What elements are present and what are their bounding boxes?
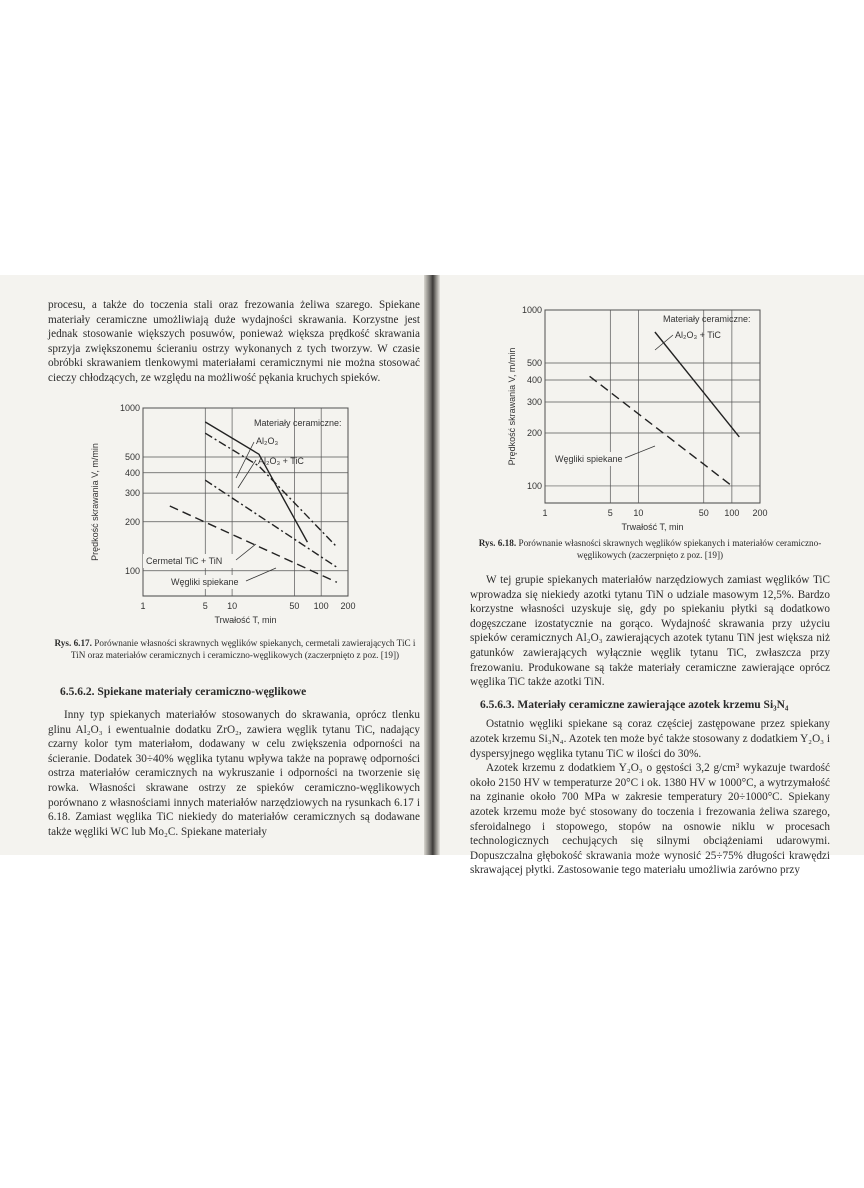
series-line (655, 332, 739, 437)
series-line (590, 376, 732, 486)
series-label: Węgliki spiekane (555, 454, 623, 464)
series-label: Al₂O₃ + TiC (258, 456, 304, 466)
y-tick-label: 200 (124, 516, 140, 527)
series-line (205, 433, 337, 547)
left-section-heading: 6.5.6.2. Spiekane materiały ceramiczno-węglikowe (60, 686, 307, 698)
y-tick-label: 100 (526, 480, 542, 491)
x-tick-label: 1 (140, 601, 146, 611)
plot-frame (545, 310, 760, 503)
series-leader-line (625, 446, 655, 458)
right-body (470, 573, 830, 877)
x-tick-label: 10 (633, 508, 644, 518)
x-tick-label: 200 (752, 508, 768, 518)
y-tick-label: 200 (526, 427, 542, 438)
series-leader-line (236, 544, 256, 560)
y-tick-label: 400 (124, 467, 140, 478)
x-tick-label: 50 (289, 601, 300, 611)
left-body (48, 708, 420, 838)
right-section-heading: 6.5.6.3. Materiały ceramiczne zawierające azotek krzemu Si₃N₄ (480, 698, 789, 711)
right-caption-label: Rys. 6.18. (478, 538, 517, 548)
legend-title: Materiały ceramiczne: (663, 314, 751, 324)
left-page (48, 298, 420, 386)
x-tick-label: 100 (313, 601, 329, 611)
right-paragraph-2: Ostatnio węgliki spiekane są coraz częściej zastępowane przez spiekany azotek krzemu Si₃N₄. Azotek ten może być także stosowany z dodatkiem Y₂O₃ i dyspersyjnego węglika tytanu TiC w ilości do 30%. (470, 718, 830, 760)
left-body-paragraph: Inny typ spiekanych materiałów stosowanych do skrawania, oprócz tlenku glinu Al₂O₃ i ewentualnie dodatku ZrO₂, zawiera węglik tytanu TiC, nadający czarny kolor tym materiałom, dodawany w celu zwiększenia odporności na ścieranie. Dodatek 30÷40% węglika tytanu wpływa także na poprawę odporności ostrza materiałów ceramicznych na wykruszanie i odporności na tworzenie się rowka. Własności skrawane ostrzy ze spieków ceramiczno-węglikowych porównano z własnościami innych materiałów narzędziowych na rysunkach 6.17 i 6.18. Zamiast węglika TiC niekiedy do materiałów ceramicznych są dodawane także węgliki WC lub Mo₂C. Spiekane materiały (48, 709, 420, 838)
y-tick-label: 500 (124, 452, 140, 463)
right-caption-text: Porównanie własności skrawnych węglików spiekanych i materiałów ceramiczno-węglikowych (zaczerpnięto z poz. [19]) (518, 538, 822, 560)
right-paragraph-1: W tej grupie spiekanych materiałów narzędziowych zamiast węglików TiC wprowadza się niekiedy azotki tytanu TiN o udziale masowym 12,5%. Bardzo korzystne własności uzyskuje się, gdy po spiekaniu płytki są dodatkowo dogęszczane izostatycznie na gorąco. Wydajność skrawania przy użyciu spieków ceramicznych Al₂O₃ zawierających azotek tytanu TiN jest większa niż gatunków zawierających wyłącznie węglik tytanu TiC, zwłaszcza przy frezowaniu. Produkowane są także materiały ceramiczne zawierające oprócz węglika TiC także azotki TiN. (470, 574, 830, 689)
figure-6-18-chart (505, 298, 775, 534)
x-axis-label: Trwałość T, min (621, 522, 684, 532)
right-figure-caption (470, 537, 830, 561)
legend-title: Materiały ceramiczne: (254, 418, 342, 428)
x-tick-label: 200 (340, 601, 356, 611)
left-figure-caption (50, 637, 420, 661)
x-tick-label: 5 (202, 601, 208, 611)
y-tick-label: 500 (526, 357, 542, 368)
series-leader-line (238, 460, 256, 488)
book-gutter (424, 275, 440, 855)
left-caption-text: Porównanie własności skrawnych węglików spiekanych, cermetali zawierających TiC i TiN oraz materiałów ceramicznych i ceramiczno-węglikowych (zaczerpnięto z poz. [19]) (70, 638, 416, 660)
series-label: Al₂O₃ + TiC (675, 330, 721, 340)
series-leader-line (246, 568, 276, 581)
figure-6-17-chart (86, 396, 376, 630)
x-tick-label: 5 (607, 508, 613, 518)
x-tick-label: 50 (698, 508, 709, 518)
y-tick-label: 100 (124, 565, 140, 576)
left-section (60, 686, 420, 698)
left-caption-label: Rys. 6.17. (54, 638, 92, 648)
x-tick-label: 100 (724, 508, 740, 518)
series-label: Al₂O₃ (256, 436, 279, 446)
y-tick-label: 300 (124, 488, 140, 499)
x-axis-label: Trwałość T, min (214, 615, 277, 625)
y-tick-label: 1000 (119, 403, 140, 413)
x-tick-label: 10 (227, 601, 238, 611)
right-paragraph-3: Azotek krzemu z dodatkiem Y₂O₃ o gęstości 3,2 g/cm³ wykazuje twardość około 2150 HV w temperaturze 20°C i ok. 1380 HV w 1000°C, a wytrzymałość na zginanie około 700 MPa w zakresie temperatury 20÷1000°C. Spiekany azotek krzemu może być stosowany do toczenia i frezowania żeliwa szarego, sferoidalnego i stopowego, stopów na osnowie niklu w procesach technologicznych cechujących się silnymi obciążeniami udarowymi. Dopuszczalna głębokość skrawania może wynosić 25÷75% długości krawędzi skrawającej płytki. Zastosowanie tego materiału umożliwia zarówno przy (470, 762, 830, 877)
y-axis-label: Prędkość skrawania V, m/min (507, 347, 517, 466)
series-leader-line (655, 335, 673, 350)
y-tick-label: 400 (526, 375, 542, 386)
x-tick-label: 1 (542, 508, 548, 518)
y-tick-label: 300 (526, 396, 542, 407)
left-intro-paragraph: procesu, a także do toczenia stali oraz frezowania żeliwa szarego. Spiekane materiały ceramiczne umożliwiają duże wydajności skrawania. Korzystne jest jednak stosowanie większych posuwów, ponieważ większa prędkość skrawania sprzyja zwiększonemu ścieraniu ostrzy wykonanych z tych tworzyw. W czasie obróbki skrawaniem tlenkowymi materiałami ceramicznymi nie można stosować cieczy chłodzących, ze względu na możliwość pękania kruchych spieków. (48, 299, 420, 384)
series-label: Cermetal TiC + TiN (146, 556, 223, 566)
y-tick-label: 1000 (521, 305, 542, 315)
y-axis-label: Prędkość skrawania V, m/min (90, 443, 100, 561)
series-label: Węgliki spiekane (171, 577, 239, 587)
